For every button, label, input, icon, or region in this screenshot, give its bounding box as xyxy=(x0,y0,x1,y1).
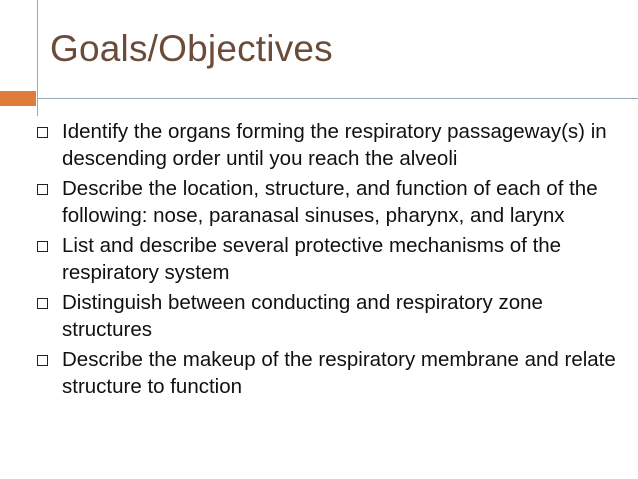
list-item-text: Describe the makeup of the respiratory membrane and relate structure to function xyxy=(62,348,616,398)
list-item-text: List and describe several protective mechanisms of the respiratory system xyxy=(62,234,562,284)
square-bullet-icon xyxy=(37,298,48,309)
list-item-text: Distinguish between conducting and respiratory zone structures xyxy=(62,291,543,341)
list-item-text: Identify the organs forming the respiratory passageway(s) in descending order until you reach the alveoli xyxy=(62,120,607,170)
square-bullet-icon xyxy=(37,127,48,138)
square-bullet-icon xyxy=(37,355,48,366)
list-item-text: Describe the location, structure, and function of each of the following: nose, paranasal sinuses, pharynx, and larynx xyxy=(62,177,598,227)
list-item xyxy=(0,346,638,400)
orange-accent-bar xyxy=(0,91,36,106)
slide-title: Goals/Objectives xyxy=(50,28,333,69)
horizontal-rule xyxy=(38,98,638,99)
square-bullet-icon xyxy=(37,184,48,195)
list-item xyxy=(0,289,638,343)
list-item xyxy=(0,175,638,229)
list-item xyxy=(0,232,638,286)
objectives-list xyxy=(0,118,638,403)
square-bullet-icon xyxy=(37,241,48,252)
list-item xyxy=(0,118,638,172)
